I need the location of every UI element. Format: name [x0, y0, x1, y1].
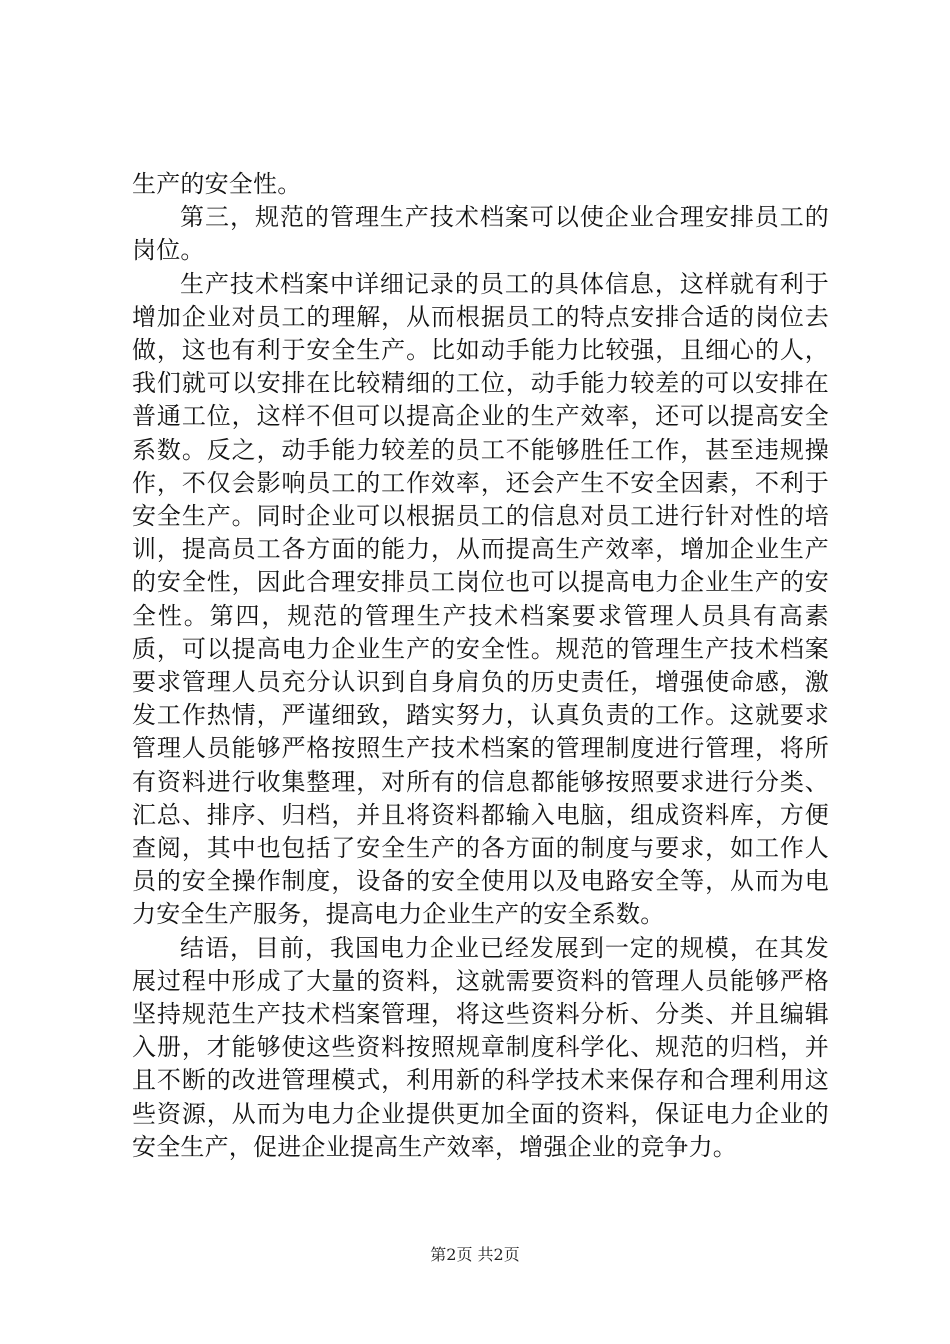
- paragraph-3: 生产技术档案中详细记录的员工的具体信息，这样就有利于增加企业对员工的理解，从而根据员工的特点安排合适的岗位去做，这也有利于安全生产。比如动手能力比较强，且细心的人，我们就可以安排在比较精细的工位，动手能力较差的可以安排在普通工位，这样不但可以提高企业的生产效率，还可以提高安全系数。反之，动手能力较差的员工不能够胜任工作，甚至违规操作，不仅会影响员工的工作效率，还会产生不安全因素，不利于安全生产。同时企业可以根据员工的信息对员工进行针对性的培训，提高员工各方面的能力，从而提高生产效率，增加企业生产的安全性，因此合理安排员工岗位也可以提高电力企业生产的安全性。第四，规范的管理生产技术档案要求管理人员具有高素质，可以提高电力企业生产的安全性。规范的管理生产技术档案要求管理人员充分认识到自身肩负的历史责任，增强使命感，激发工作热情，严谨细致，踏实努力，认真负责的工作。这就要求管理人员能够严格按照生产技术档案的管理制度进行管理，将所有资料进行收集整理，对所有的信息都能够按照要求进行分类、汇总、排序、归档，并且将资料都输入电脑，组成资料库，方便查阅，其中也包括了安全生产的各方面的制度与要求，如工作人员的安全操作制度，设备的安全使用以及电路安全等，从而为电力安全生产服务，提高电力企业生产的安全系数。: [132, 269, 829, 929]
- page-number-footer: 第2页 共2页: [430, 1245, 520, 1264]
- paragraph-2: 第三，规范的管理生产技术档案可以使企业合理安排员工的岗位。: [132, 203, 829, 265]
- paragraph-4: 结语，目前，我国电力企业已经发展到一定的规模，在其发展过程中形成了大量的资料，这就需要资料的管理人员能够严格坚持规范生产技术档案管理，将这些资料分析、分类、并且编辑入册，才能够使这些资料按照规章制度科学化、规范的归档，并且不断的改进管理模式，利用新的科学技术来保存和合理利用这些资源，从而为电力企业提供更加全面的资料，保证电力企业的安全生产，促进企业提高生产效率，增强企业的竞争力。: [132, 933, 829, 1161]
- paragraph-1: 生产的安全性。: [132, 170, 302, 198]
- document-body: [132, 168, 829, 1164]
